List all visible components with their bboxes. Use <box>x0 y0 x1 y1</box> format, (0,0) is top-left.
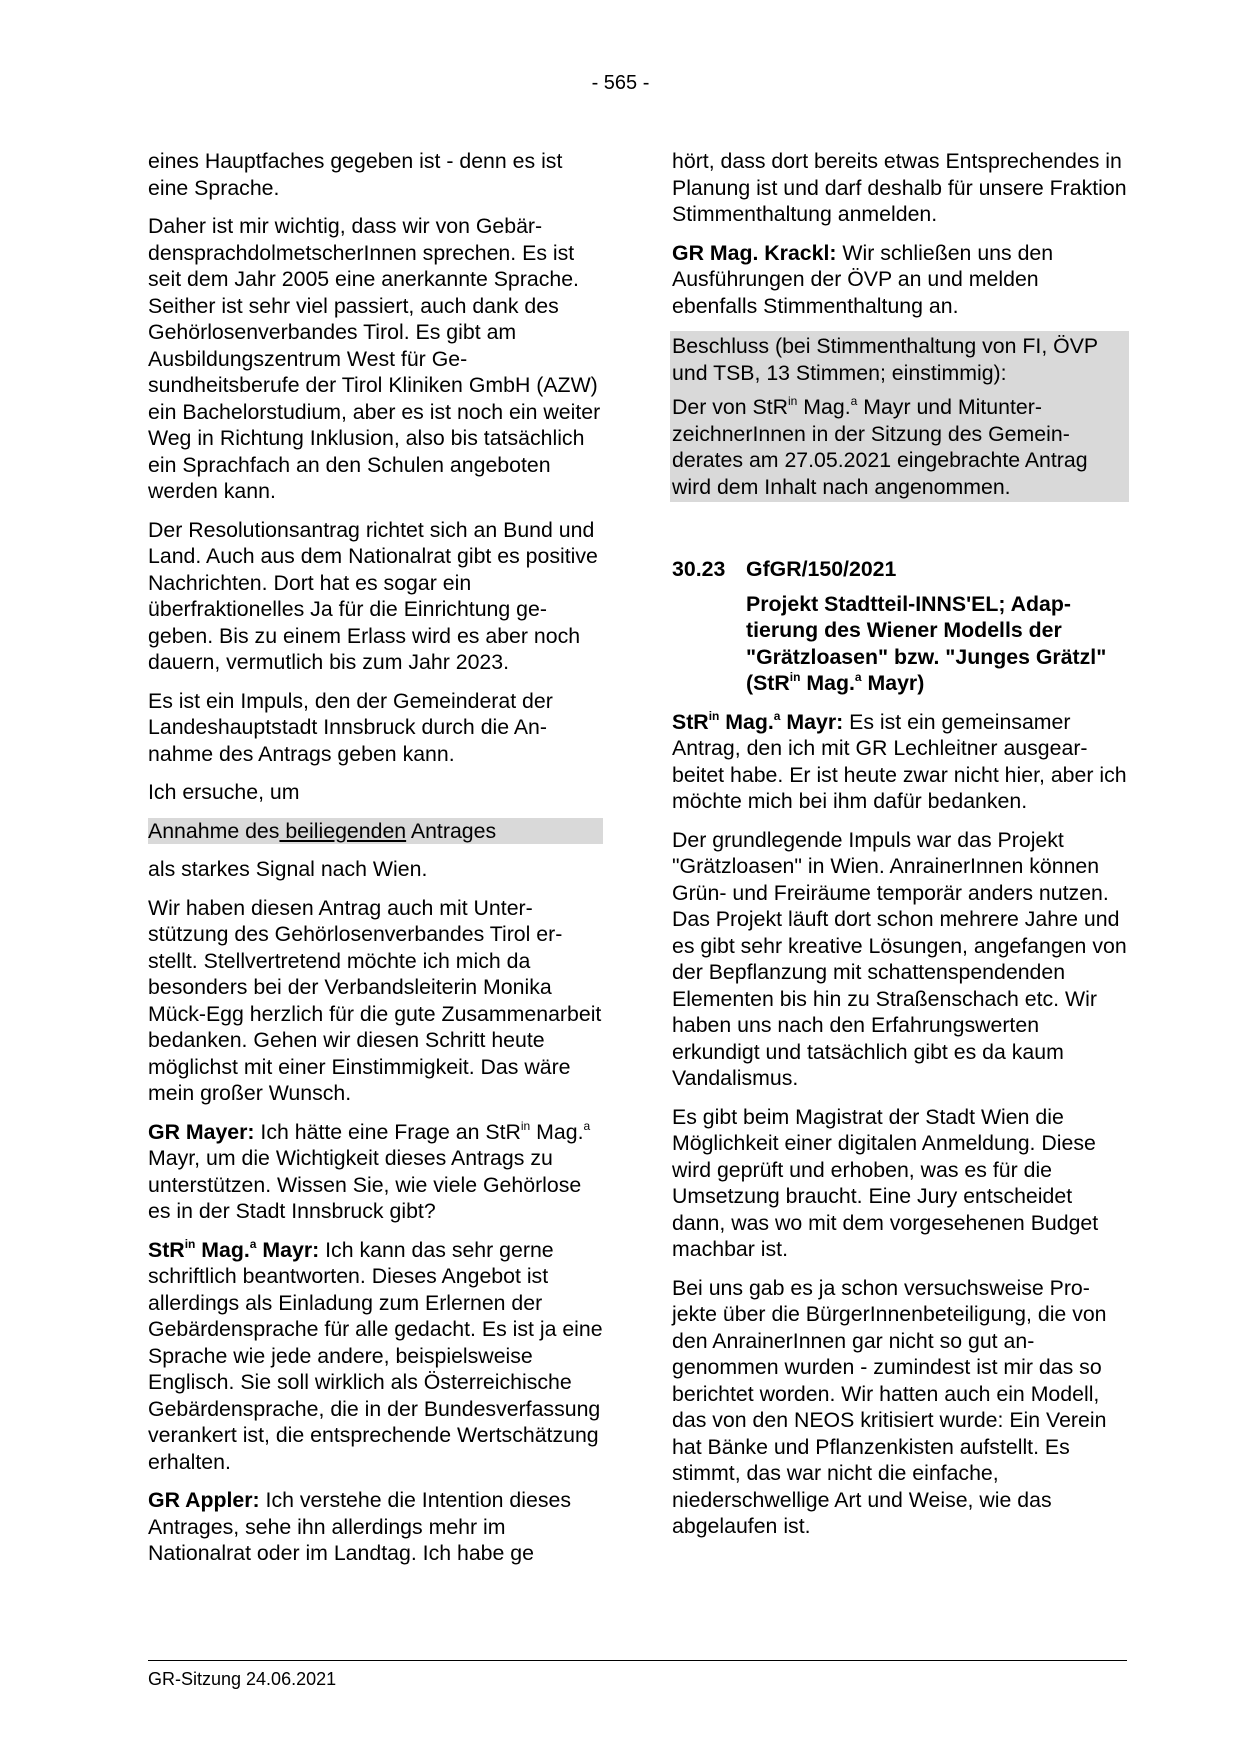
paragraph: eines Hauptfaches gegeben ist - denn es ist eine Sprache. <box>148 149 563 200</box>
resolution-box <box>670 331 1129 502</box>
right-column <box>672 148 1127 1552</box>
paragraph: Wir haben diesen Antrag auch mit Unterstützung des Gehörlosenverbandes Tirol erstellt. Stellvertretend möchte ich mich da besonders bei der Verbandsleiterin Monika Mück-Egg herzlich für die gute Zusammenarbeit bedanken. Gehen wir diesen Schritt heute möglichst mit einer Einstimmigkeit. Das wäre mein großer Wunsch. <box>148 895 602 1105</box>
page-number: - 565 - <box>591 72 650 94</box>
speech-gr-mayer: GR Mayer: Ich hätte eine Frage an StR$^{in}$ Mag.$^a$ Mayr, um die Wichtigkeit dieses Antrags zu unterstützen. Wissen Sie, wie viele Gehörlose es in der Stadt Innsbruck gibt? <box>148 1118 591 1223</box>
agenda-item-ref: GfGR/150/2021 <box>746 557 897 581</box>
agenda-item-title: Projekt Stadtteil-INNS'EL; Adaptierung des Wiener Modells der "Grätzloasen" bzw. "Junges Grätzl" (StR$^{in}$ Mag.$^a$ Mayr) <box>746 591 1107 695</box>
motion-request: Annahme des beiliegenden Antrages <box>148 818 603 845</box>
agenda-item-header <box>672 556 1127 583</box>
resolution-heading: Beschluss (bei Stimmenthaltung von FI, ÖVP und TSB, 13 Stimmen; einstimmig): <box>672 334 1098 385</box>
left-column <box>148 148 603 1579</box>
speech-gr-krackl: GR Mag. Krackl: Wir schließen uns den Ausführungen der ÖVP an und melden ebenfalls Stimmenthaltung an. <box>672 240 1054 318</box>
paragraph: Der grundlegende Impuls war das Projekt "Grätzloasen" in Wien. AnrainerInnen können Grün- und Freiräume temporär anders nutzen. Das Projekt läuft dort schon mehrere Jahre und es gibt sehr kreative Lösungen, angefangen von der Bepflanzung mit schattenspendenden Elementen bis hin zu Straßenschach etc. Wir haben uns nach den Erfahrungswerten erkundigt und tatsächlich gibt es da kaum Vandalismus. <box>672 827 1127 1090</box>
paragraph: Ich ersuche, um <box>148 780 300 804</box>
speech-str-mayr: StR$^{in}$ Mag.$^a$ Mayr: Es ist ein gemeinsamer Antrag, den ich mit GR Lechleitner ausgearbeitet habe. Er ist heute zwar nicht hier, aber ich möchte mich bei ihm dafür bedanken. <box>672 708 1127 813</box>
paragraph: Der Resolutionsantrag richtet sich an Bund und Land. Auch aus dem Nationalrat gibt es positive Nachrichten. Dort hat es sogar ein überfraktionelles Ja für die Einrichtung gegeben. Bis zu einem Erlass wird es aber noch dauern, vermutlich bis zum Jahr 2023. <box>148 517 598 674</box>
paragraph: Bei uns gab es ja schon versuchsweise Projekte über die BürgerInnenbeteiligung, die von den AnrainerInnen gar nicht so gut angenommen wurden - zumindest ist mir das so berichtet worden. Wir hatten auch ein Modell, das von den NEOS kritisiert wurde: Ein Verein hat Bänke und Pflanzenkisten aufstellt. Es stimmt, das war nicht die einfache, niederschwellige Art und Weise, wie das abgelaufen ist. <box>672 1275 1107 1538</box>
speech-gr-appler: GR Appler: Ich verstehe die Intention dieses Antrages, sehe ihn allerdings mehr im Nationalrat oder im Landtag. Ich habe ge <box>148 1488 571 1565</box>
footer-divider <box>148 1660 1127 1661</box>
speech-str-mayr: StR$^{in}$ Mag.$^a$ Mayr: Ich kann das sehr gerne schriftlich beantworten. Dieses Angebot ist allerdings als Einladung zum Erlernen der Gebärdensprache für alle gedacht. Es ist ja eine Sprache wie jede andere, beispielsweise Englisch. Sie soll wirklich als Österreichische Gebärdensprache, die in der Bundesverfassung verankert ist, die entsprechende Wertschätzung erhalten. <box>148 1236 603 1474</box>
agenda-item-number: 30.23 <box>672 557 726 581</box>
paragraph: Es gibt beim Magistrat der Stadt Wien die Möglichkeit einer digitalen Anmeldung. Diese wird geprüft und erhoben, was es für die Umsetzung braucht. Eine Jury entscheidet dann, was wo mit dem vorgesehenen Budget machbar ist. <box>672 1104 1099 1261</box>
paragraph: Es ist ein Impuls, den der Gemeinderat der Landeshauptstadt Innsbruck durch die Annahme des Antrags geben kann. <box>148 688 553 766</box>
paragraph: hört, dass dort bereits etwas Entsprechendes in Planung ist und darf deshalb für unsere Fraktion Stimmenthaltung anmelden. <box>672 149 1127 226</box>
footer-session-date: GR-Sitzung 24.06.2021 <box>148 1669 337 1689</box>
resolution-text: Der von StR$^{in}$ Mag.$^a$ Mayr und MitunterzeichnerInnen in der Sitzung des Gemeinderates am 27.05.2021 eingebrachte Antrag wird dem Inhalt nach angenommen. <box>672 394 1088 499</box>
paragraph: als starkes Signal nach Wien. <box>148 857 428 881</box>
paragraph: Daher ist mir wichtig, dass wir von GebärdensprachdolmetscherInnen sprechen. Es ist seit dem Jahr 2005 eine anerkannte Sprache. Seither ist sehr viel passiert, auch dank des Gehörlosenverbandes Tirol. Es gibt am Ausbildungszentrum West für Gesundheitsberufe der Tirol Kliniken GmbH (AZW) ein Bachelorstudium, aber es ist noch ein weiter Weg in Richtung Inklusion, also bis tatsächlich ein Sprachfach an den Schulen angeboten werden kann. <box>148 214 601 503</box>
